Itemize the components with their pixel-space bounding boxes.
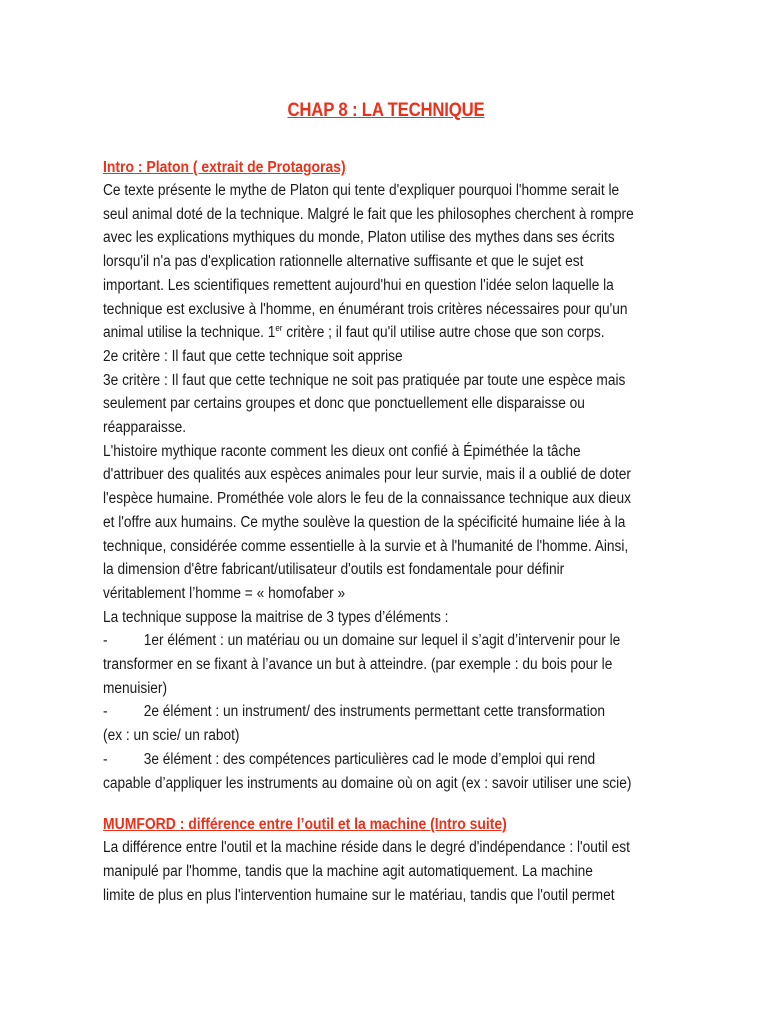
text-line: seul animal doté de la technique. Malgré le fait que les philosophes cherchent à rompre — [103, 205, 634, 223]
text-line: réapparaisse. — [103, 419, 187, 437]
text-line: limite de plus en plus l'intervention humaine sur le matériau, tandis que l'outil permet — [103, 886, 615, 904]
text-line: (ex : un scie/ un rabot) — [103, 727, 240, 745]
section-spacer — [103, 795, 669, 813]
list-item-3 — [103, 748, 669, 772]
text-line: l'espèce humaine. Prométhée vole alors le feu de la connaissance technique aux dieux — [103, 490, 632, 508]
text-line: menuisier) — [103, 679, 168, 697]
text-line: manipulé par l'homme, tandis que la machine agit automatiquement. La machine — [103, 862, 593, 880]
mumford-paragraph — [103, 836, 669, 907]
list-item-text: 3e élément : des compétences particulières cad le mode d’emploi qui rend — [143, 750, 596, 768]
criterion-1-prefix: animal utilise la technique. 1 — [103, 324, 276, 342]
text-line: lorsqu'il n'a pas d'explication rationnelle alternative suffisante et que le sujet est — [103, 253, 584, 271]
text-line: important. Les scientifiques remettent aujourd'hui en question l'idée selon laquelle la — [103, 276, 614, 294]
text-line: la dimension d'être fabricant/utilisateur d'outils est fondamentale pour définir — [103, 561, 565, 579]
list-dash: - — [103, 750, 108, 768]
text-line: La technique suppose la maitrise de 3 types d’éléments : — [103, 608, 449, 626]
document-page — [103, 96, 669, 907]
intro-paragraph — [103, 179, 669, 795]
list-item-text: 2e élément : un instrument/ des instruments permettant cette transformation — [143, 703, 606, 721]
list-dash: - — [103, 703, 108, 721]
text-line: technique est exclusive à l'homme, en énumérant trois critères nécessaires pour qu'un — [103, 300, 628, 318]
text-line: d'attribuer des qualités aux espèces animales pour leur survie, mais il a oublié de doter — [103, 466, 631, 484]
mumford-heading: MUMFORD : différence entre l’outil et la machine (Intro suite) — [103, 816, 507, 834]
text-line: L'histoire mythique raconte comment les dieux ont confié à Épiméthée la tâche — [103, 442, 581, 460]
text-line: 3e critère : Il faut que cette technique ne soit pas pratiquée par toute une espèce mais — [103, 371, 626, 389]
text-line: et l'offre aux humains. Ce mythe soulève la question de la spécificité humaine liée à la — [103, 513, 626, 531]
criterion-1-line — [103, 321, 669, 345]
text-line: véritablement l’homme = « homofaber » — [103, 584, 346, 602]
chapter-title: CHAP 8 : LA TECHNIQUE — [287, 100, 485, 121]
list-item-1 — [103, 629, 669, 653]
list-dash: - — [103, 632, 108, 650]
text-line: avec les explications mythiques du monde, Platon utilise des mythes dans ses écrits — [103, 229, 615, 247]
text-line: La différence entre l'outil et la machine réside dans le degré d'indépendance : l'outil est — [103, 839, 630, 857]
text-line: 2e critère : Il faut que cette technique soit apprise — [103, 347, 403, 365]
text-line: Ce texte présente le mythe de Platon qui tente d'expliquer pourquoi l'homme serait le — [103, 182, 620, 199]
text-line: seulement par certains groupes et donc que ponctuellement elle disparaisse ou — [103, 395, 585, 413]
text-line: transformer en se fixant à l’avance un but à atteindre. (par exemple : du bois pour le — [103, 656, 613, 674]
criterion-1-suffix: critère ; il faut qu'il utilise autre chose que son corps. — [282, 324, 605, 342]
text-line: capable d’appliquer les instruments au domaine où on agit (ex : savoir utiliser une scie) — [103, 774, 632, 792]
list-item-2 — [103, 700, 669, 724]
intro-heading: Intro : Platon ( extrait de Protagoras) — [103, 159, 346, 176]
ordinal-superscript: er — [275, 323, 283, 334]
text-line: technique, considérée comme essentielle à la survie et à l'humanité de l'homme. Ainsi, — [103, 537, 629, 555]
list-item-text: 1er élément : un matériau ou un domaine sur lequel il s’agit d’intervenir pour le — [143, 632, 621, 650]
